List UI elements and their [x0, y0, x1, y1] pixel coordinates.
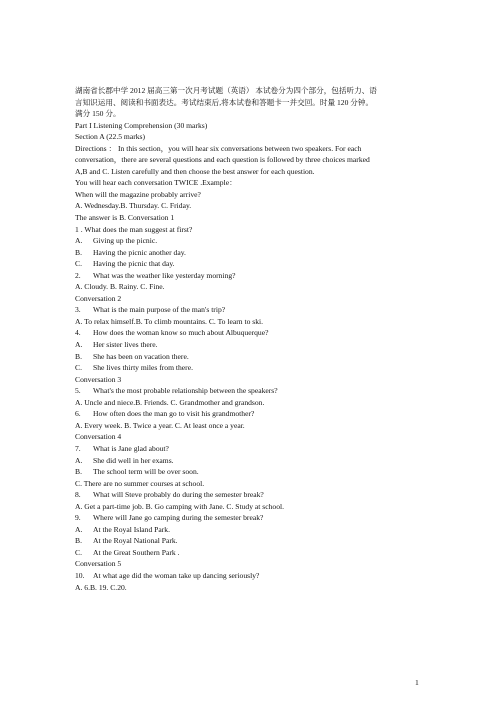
item-number: B. [75, 351, 82, 361]
question-line [75, 489, 421, 501]
item-text: What is the main purpose of the man's trip? [93, 305, 226, 315]
item-text: Conversation 5 [75, 559, 122, 569]
item-text: A. To relax himself.B. To climb mountains. C. To learn to ski. [75, 316, 264, 326]
question-line [75, 443, 421, 455]
example-answer: The answer is B. Conversation 1 [75, 213, 175, 223]
item-number: 3. [75, 305, 81, 315]
header-line: 湖南省长郡中学 2012 届高三第一次月考试题（英语） 本试卷分为四个部分，包括听力、语 [75, 86, 377, 95]
item-number: A. [75, 340, 83, 350]
question-line [75, 327, 421, 339]
item-text: Conversation 3 [75, 374, 122, 384]
item-text: At what age did the woman take up dancing seriously? [93, 570, 260, 580]
item-text: She lives thirty miles from there. [93, 363, 193, 373]
item-text: At the Great Southern Park . [93, 547, 180, 557]
question-line [75, 270, 421, 282]
question-line [75, 466, 421, 478]
item-text: 1 . What does the man suggest at first? [75, 224, 193, 234]
question-line [75, 547, 421, 559]
section-title: Section A (22.5 marks) [75, 132, 146, 142]
question-line [75, 512, 421, 524]
directions-line: conversation，there are several questions and each question is followed by three choices marked [75, 155, 370, 165]
header-line: 满分 150 分。 [75, 109, 121, 119]
item-text: A. Uncle and niece.B. Friends. C. Grandmother and grandson. [75, 397, 265, 407]
question-line [75, 455, 421, 467]
question-line [75, 304, 421, 316]
question-line [75, 524, 421, 536]
item-text: A. Get a part-time job. B. Go camping with Jane. C. Study at school. [75, 501, 285, 511]
question-line [75, 478, 421, 490]
item-text: Having the picnic another day. [93, 247, 186, 257]
directions-line: A,B and C. Listen carefully and then choose the best answer for each question. [75, 166, 315, 176]
item-text: A. Cloudy. B. Rainy. C. Fine. [75, 282, 165, 292]
item-number: 6. [75, 409, 81, 419]
example-intro: You will hear each conversation TWICE .Example： [75, 178, 237, 188]
item-number: A. [75, 455, 83, 465]
item-text: Where will Jane go camping during the semester break? [93, 513, 264, 523]
item-number: 9. [75, 513, 81, 523]
question-list [75, 224, 421, 594]
item-number: C. [75, 259, 82, 269]
question-line [75, 293, 421, 305]
question-line [75, 247, 421, 259]
item-text: At the Royal Island Park. [93, 524, 170, 534]
item-text: Her sister lives there. [93, 340, 158, 350]
item-text: A. 6.B. 19. C.20. [75, 582, 127, 592]
item-text: Giving up the picnic. [93, 236, 158, 246]
item-text: Conversation 4 [75, 432, 122, 442]
question-line [75, 501, 421, 513]
item-text: She has been on vacation there. [93, 351, 189, 361]
part-title: Part I Listening Comprehension (30 marks) [75, 120, 208, 130]
question-line [75, 281, 421, 293]
item-text: The school term will be over soon. [93, 467, 199, 477]
question-line [75, 224, 421, 236]
header-line: 言知识运用、阅读和书面表达。考试结束后,将本试卷和答题卡一并交回。时量 120 分钟。 [75, 97, 374, 107]
item-text: What is Jane glad about? [93, 443, 169, 453]
item-number: B. [75, 247, 82, 257]
question-line [75, 535, 421, 547]
item-number: 10. [75, 570, 85, 580]
question-line [75, 362, 421, 374]
item-number: A. [75, 524, 83, 534]
exam-content [75, 85, 421, 593]
item-number: A. [75, 236, 83, 246]
question-line [75, 235, 421, 247]
item-text: Conversation 2 [75, 293, 122, 303]
question-line [75, 385, 421, 397]
item-text: At the Royal National Park. [93, 536, 178, 546]
item-text: How often does the man go to visit his grandmother? [93, 409, 255, 419]
item-number: 8. [75, 490, 81, 500]
question-line [75, 397, 421, 409]
question-line [75, 408, 421, 420]
item-number: C. [75, 363, 82, 373]
item-text: A. Every week. B. Twice a year. C. At least once a year. [75, 420, 245, 430]
question-line [75, 582, 421, 594]
page-number: 1 [415, 678, 419, 687]
item-text: What's the most probable relationship between the speakers? [93, 386, 278, 396]
directions-line: Directions ： In this section，you will hear six conversations between two speakers. For each [75, 143, 362, 153]
item-text: Having the picnic that day. [93, 259, 175, 269]
item-number: C. [75, 547, 82, 557]
item-number: 4. [75, 328, 81, 338]
question-line [75, 431, 421, 443]
item-text: How does the woman know so much about Albuquerque? [93, 328, 269, 338]
question-line [75, 339, 421, 351]
question-line [75, 351, 421, 363]
item-number: 7. [75, 443, 81, 453]
question-line [75, 558, 421, 570]
item-text: C. There are no summer courses at school. [75, 478, 205, 488]
question-line [75, 570, 421, 582]
item-number: B. [75, 467, 82, 477]
question-line [75, 374, 421, 386]
example-choices: A. Wednesday.B. Thursday. C. Friday. [75, 201, 192, 211]
example-question: When will the magazine probably arrive? [75, 189, 201, 199]
item-number: 5. [75, 386, 81, 396]
item-text: What was the weather like yesterday morning? [93, 270, 236, 280]
item-number: 2. [75, 270, 81, 280]
item-number: B. [75, 536, 82, 546]
item-text: She did well in her exams. [93, 455, 174, 465]
question-line [75, 420, 421, 432]
item-text: What will Steve probably do during the semester break? [93, 490, 264, 500]
question-line [75, 316, 421, 328]
question-line [75, 258, 421, 270]
